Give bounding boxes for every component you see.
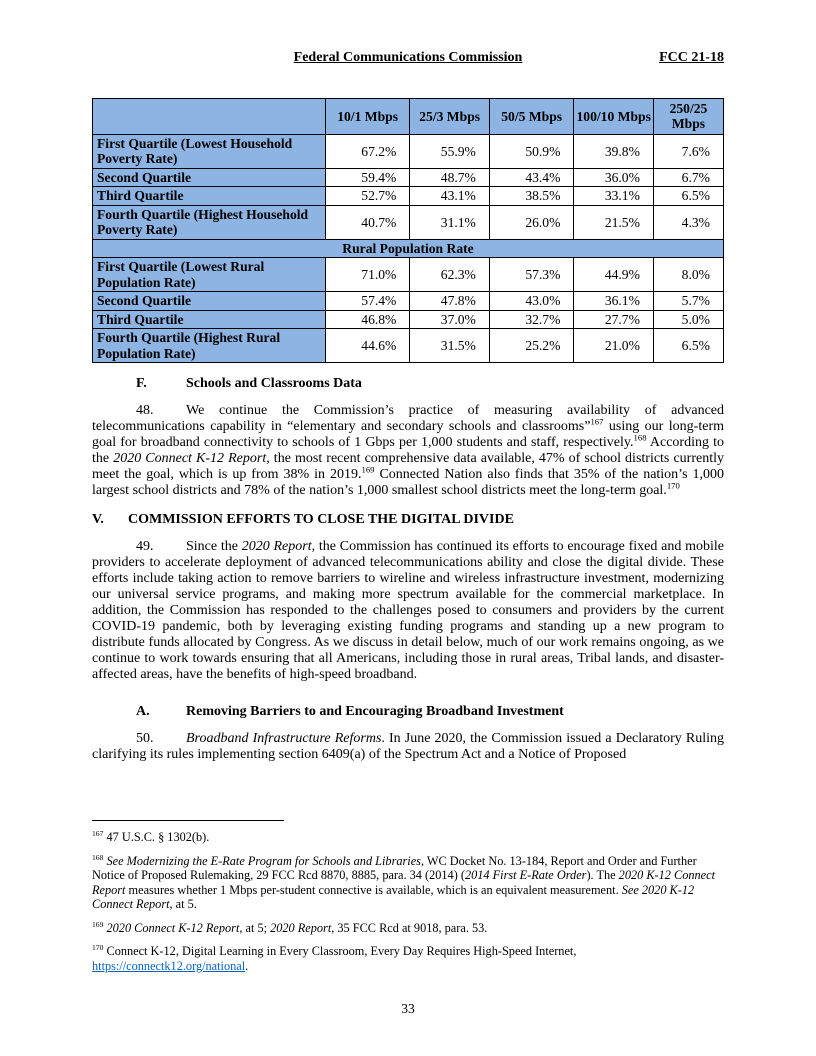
text-run: , the Commission has continued its efforts to encourage fixed and mobile providers to accelerate deployment of advanced telecommunications ability and close the digital divide. These efforts include taking action to remove barriers to wireline and wireless infrastructure investment, modernizing our universal service programs, and making more spectrum available for the commercial marketplace. In addition, the Commission has responded to the challenges posed to consumers and providers by the current COVID-19 pandemic, both by leveraging existing funding programs and standing up a new program to distribute funds allocated by Congress. As we discuss in detail below, much of our work remains ongoing, as we continue to work towards ensuring that all Americans, including those in rural areas, Tribal lands, and disaster-affected areas, have the benefits of high-speed broadband. <box>92 538 724 682</box>
cell-value: 40.7% <box>325 205 410 239</box>
paragraph-50-number: 50. <box>136 731 154 747</box>
footnote-169 <box>92 921 724 936</box>
footnote-170 <box>92 944 724 973</box>
page-header <box>92 50 724 70</box>
cell-value: 46.8% <box>325 310 410 328</box>
cell-value: 33.1% <box>574 187 654 205</box>
table-body <box>93 134 724 362</box>
footnote-ref: 168 <box>633 432 647 443</box>
section-a-title: Removing Barriers to and Encouraging Broadband Investment <box>186 704 564 720</box>
text-run: Connected Nation also finds that 35% of the nation’s 1,000 largest school districts and 78% of the nation’s 1,000 smallest school districts meet the long-term goal. <box>92 467 724 498</box>
section-f-heading <box>92 376 724 392</box>
cell-value: 36.0% <box>574 168 654 186</box>
cell-value: 71.0% <box>325 258 410 292</box>
cell-value: 21.0% <box>574 329 654 363</box>
cell-value: 59.4% <box>325 168 410 186</box>
cell-value: 21.5% <box>574 205 654 239</box>
cell-value: 44.6% <box>325 329 410 363</box>
text-run: , at 5. <box>169 897 197 911</box>
text-run: . <box>245 958 249 973</box>
cell-value: 62.3% <box>410 258 490 292</box>
cell-value: 47.8% <box>410 292 490 310</box>
text-run: 2020 Report <box>270 920 332 935</box>
section-v-numeral: V. <box>92 511 104 527</box>
footnotes-section <box>92 820 724 982</box>
cell-value: 37.0% <box>410 310 490 328</box>
cell-value: 27.7% <box>574 310 654 328</box>
row-label: Third Quartile <box>93 310 326 328</box>
row-label: Fourth Quartile (Highest Household Poverty Rate) <box>93 205 326 239</box>
table-row <box>93 258 724 292</box>
cell-value: 31.5% <box>410 329 490 363</box>
section-f-title: Schools and Classrooms Data <box>186 376 362 392</box>
header-doc-number: FCC 21-18 <box>659 50 724 65</box>
cell-value: 48.7% <box>410 168 490 186</box>
footnote-168 <box>92 854 724 912</box>
cell-value: 8.0% <box>653 258 723 292</box>
text-run: Since the <box>186 538 242 554</box>
text-run: 2020 Connect K-12 Report <box>106 920 240 935</box>
footnote-ref: 170 <box>666 480 680 491</box>
cell-value: 6.7% <box>653 168 723 186</box>
cell-value: 57.4% <box>325 292 410 310</box>
footnote-separator <box>92 820 284 821</box>
text-run: measures whether 1 Mbps per-student connective is available, which is an equivalent measurement. <box>125 882 622 897</box>
row-label: Third Quartile <box>93 187 326 205</box>
text-run: , the most recent comprehensive data available, 47% of school districts currently meet the goal, which is up from 38% in 2019. <box>92 451 724 483</box>
section-v-heading <box>92 512 724 528</box>
paragraph-49-text <box>92 539 724 682</box>
cell-value: 67.2% <box>325 134 410 168</box>
cell-value: 43.1% <box>410 187 490 205</box>
column-header: 25/3 Mbps <box>410 99 490 135</box>
page-number: 33 <box>401 1000 415 1016</box>
text-run: using our long-term goal for broadband connectivity to schools of 1 Gbps per 1,000 students and staff, respectively. <box>92 419 725 451</box>
cell-value: 38.5% <box>489 187 574 205</box>
text-run: , 35 FCC Rcd at 9018, para. 53. <box>331 920 488 935</box>
footnote-ref: 167 <box>92 828 104 838</box>
text-run: See 2020 K-12 Connect Report <box>92 882 695 911</box>
hyperlink[interactable]: https://connectk12.org/national <box>92 958 246 973</box>
text-run: Connect K-12, Digital Learning in Every Classroom, Every Day Requires High-Speed Internet, <box>103 944 577 958</box>
row-label: Second Quartile <box>93 168 326 186</box>
section-a-letter: A. <box>136 704 150 720</box>
cell-value: 52.7% <box>325 187 410 205</box>
footnote-ref: 167 <box>590 416 604 427</box>
section-a-heading <box>92 704 724 720</box>
row-label: Fourth Quartile (Highest Rural Population Rate) <box>93 329 326 363</box>
cell-value: 55.9% <box>410 134 490 168</box>
paragraph-50 <box>92 731 724 763</box>
footnote-ref: 168 <box>92 852 104 862</box>
cell-value: 44.9% <box>574 258 654 292</box>
paragraph-48-text <box>92 403 724 498</box>
footnote-167 <box>92 830 724 845</box>
cell-value: 26.0% <box>489 205 574 239</box>
text-run: 47 U.S.C. § 1302(b). <box>103 830 210 844</box>
column-header: 10/1 Mbps <box>325 99 410 135</box>
paragraph-48-number: 48. <box>136 403 154 419</box>
paragraph-49-number: 49. <box>136 538 154 554</box>
cell-value: 39.8% <box>574 134 654 168</box>
column-header: 50/5 Mbps <box>489 99 574 135</box>
cell-value: 7.6% <box>653 134 723 168</box>
table-row <box>93 205 724 239</box>
text-run: . In June 2020, the Commission issued a Declaratory Ruling clarifying its rules implementing section 6409(a) of the Spectrum Act and a Notice of Proposed <box>92 731 724 763</box>
footnote-ref: 170 <box>92 942 104 952</box>
text-run: We continue the Commission’s practice of measuring availability of advanced telecommunications capability in “elementary and secondary schools and classrooms” <box>92 403 724 435</box>
table-row <box>93 329 724 363</box>
quartile-broadband-table <box>92 98 724 363</box>
cell-value: 6.5% <box>653 187 723 205</box>
text-run: , WC Docket No. 13-184, Report and Order and Further Notice of Proposed Rulemaking, 29 FCC Rcd 8870, 8885, para. 34 (2014) ( <box>92 853 697 882</box>
text-run: ). The <box>586 868 619 882</box>
table-section-header: Rural Population Rate <box>93 239 724 257</box>
row-label: Second Quartile <box>93 292 326 310</box>
row-label: First Quartile (Lowest Household Poverty Rate) <box>93 134 326 168</box>
table-row <box>93 292 724 310</box>
cell-value: 31.1% <box>410 205 490 239</box>
section-v-title: COMMISSION EFFORTS TO CLOSE THE DIGITAL DIVIDE <box>128 511 514 527</box>
text-run: 2014 First E-Rate Order <box>464 868 587 882</box>
column-header: 250/25 Mbps <box>653 99 723 135</box>
cell-value: 6.5% <box>653 329 723 363</box>
cell-value: 25.2% <box>489 329 574 363</box>
cell-value: 5.0% <box>653 310 723 328</box>
text-run: See Modernizing the E-Rate Program for Schools and Libraries <box>106 853 421 868</box>
text-run: 2020 Connect K-12 Report <box>113 451 267 467</box>
text-run: , at 5; <box>239 920 271 935</box>
cell-value: 57.3% <box>489 258 574 292</box>
column-header <box>93 99 326 135</box>
text-run: 2020 Report <box>241 538 312 554</box>
cell-value: 4.3% <box>653 205 723 239</box>
table-section-row <box>93 239 724 257</box>
text-run: 2020 K-12 Connect Report <box>92 868 715 897</box>
cell-value: 50.9% <box>489 134 574 168</box>
paragraph-49 <box>92 539 724 683</box>
table-row <box>93 310 724 328</box>
row-label: First Quartile (Lowest Rural Population Rate) <box>93 258 326 292</box>
text-run: Broadband Infrastructure Reforms <box>186 731 382 747</box>
cell-value: 32.7% <box>489 310 574 328</box>
text-run: According to the <box>92 435 725 467</box>
cell-value: 43.0% <box>489 292 574 310</box>
section-f-letter: F. <box>136 376 147 392</box>
footnote-ref: 169 <box>361 464 375 475</box>
cell-value: 5.7% <box>653 292 723 310</box>
paragraph-50-text <box>92 731 724 762</box>
table-row <box>93 168 724 186</box>
cell-value: 43.4% <box>489 168 574 186</box>
table-row <box>93 187 724 205</box>
table-header-row <box>93 99 724 135</box>
footnote-ref: 169 <box>92 919 104 929</box>
table-row <box>93 134 724 168</box>
paragraph-48 <box>92 403 724 499</box>
cell-value: 36.1% <box>574 292 654 310</box>
header-title: Federal Communications Commission <box>293 50 523 65</box>
column-header: 100/10 Mbps <box>574 99 654 135</box>
